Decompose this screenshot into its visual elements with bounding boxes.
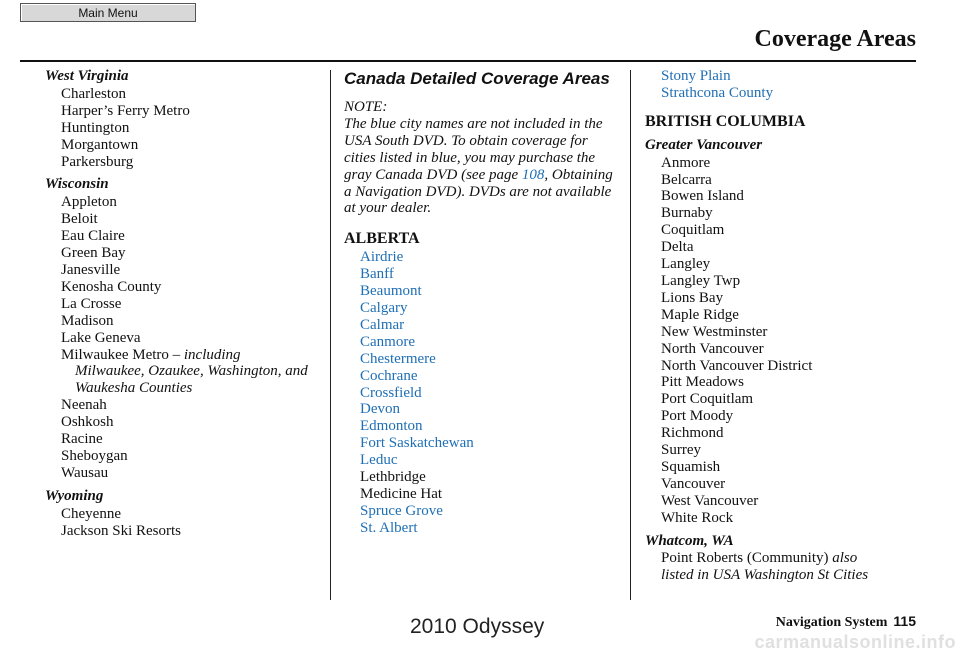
city-item: Coquitlam xyxy=(661,222,725,239)
city-item: Neenah xyxy=(61,397,107,414)
city-qualifier: including xyxy=(183,346,241,363)
city-name: Point Roberts (Community) xyxy=(661,550,833,567)
city-item: Oshkosh xyxy=(61,414,114,431)
city-item: Port Moody xyxy=(661,408,734,425)
city-item: Devon xyxy=(360,401,400,418)
city-item: Langley xyxy=(661,256,711,273)
city-note: listed in USA Washington St Cities xyxy=(661,567,869,584)
column-divider xyxy=(630,70,631,600)
city-item: Belcarra xyxy=(661,171,712,188)
footer-section: Navigation System xyxy=(775,615,888,630)
column-divider xyxy=(330,70,331,600)
city-item-point-roberts xyxy=(645,550,925,567)
city-item: Edmonton xyxy=(360,418,423,435)
city-item: White Rock xyxy=(661,509,734,526)
city-item: Lions Bay xyxy=(661,289,724,306)
city-item: Appleton xyxy=(61,194,117,211)
note-block xyxy=(344,99,619,217)
page-link[interactable]: 108 xyxy=(521,166,545,183)
site-watermark: carmanualsonline.info xyxy=(754,632,956,652)
city-item: Spruce Grove xyxy=(360,502,443,519)
city-item: Janesville xyxy=(61,261,121,278)
city-item: Burnaby xyxy=(661,205,713,222)
model-watermark: 2010 Odyssey xyxy=(410,615,545,638)
city-item: Richmond xyxy=(661,425,724,442)
city-item: Canmore xyxy=(360,333,415,350)
note-text: The blue city names are not included in the USA South DVD. To obtain coverage for cities listed in blue, you may purchase the gray Canada DVD (see page xyxy=(344,115,603,183)
city-item: Chestermere xyxy=(360,350,436,367)
region-heading: Wisconsin xyxy=(45,176,109,193)
city-item: Calgary xyxy=(360,299,408,316)
city-name: Milwaukee Metro – xyxy=(61,346,184,363)
city-item: Fort Saskatchewan xyxy=(360,435,474,452)
city-item: Surrey xyxy=(661,442,701,459)
city-qualifier: also xyxy=(832,550,858,567)
province-heading: BRITISH COLUMBIA xyxy=(645,112,806,130)
region-heading: Wyoming xyxy=(45,487,104,504)
province-heading: ALBERTA xyxy=(344,230,420,248)
city-item: Racine xyxy=(61,431,103,448)
city-item: St. Albert xyxy=(360,519,418,536)
city-item: Airdrie xyxy=(360,249,404,266)
city-item: Madison xyxy=(61,312,114,329)
city-item: Wausau xyxy=(61,464,109,481)
column-canada-bc xyxy=(645,68,925,584)
city-item: North Vancouver District xyxy=(661,357,813,374)
city-item: New Westminster xyxy=(661,323,768,340)
city-item: Jackson Ski Resorts xyxy=(61,522,181,539)
note-label: NOTE: xyxy=(344,99,388,115)
column-us-states xyxy=(45,68,315,539)
city-item: Beaumont xyxy=(360,283,422,300)
city-item: Sheboygan xyxy=(61,447,128,464)
city-item: Cheyenne xyxy=(61,505,121,522)
city-item: North Vancouver xyxy=(661,340,764,357)
city-item: Charleston xyxy=(61,85,126,102)
region-heading: West Virginia xyxy=(45,68,129,84)
city-item: Stony Plain xyxy=(661,68,731,84)
city-item: Banff xyxy=(360,266,394,283)
region-heading: Greater Vancouver xyxy=(645,136,763,153)
city-item: Anmore xyxy=(661,154,711,171)
city-item: Lake Geneva xyxy=(61,329,141,346)
city-item: Leduc xyxy=(360,452,398,469)
section-title: Canada Detailed Coverage Areas xyxy=(344,69,610,88)
city-item: Maple Ridge xyxy=(661,306,739,323)
city-item-milwaukee xyxy=(45,347,315,364)
city-item: Harper’s Ferry Metro xyxy=(61,102,190,119)
region-heading: Whatcom, WA xyxy=(645,532,734,549)
city-item: Port Coquitlam xyxy=(661,391,754,408)
city-item: Kenosha County xyxy=(61,278,162,295)
city-item: Strathcona County xyxy=(661,84,774,101)
city-item: Huntington xyxy=(61,119,130,136)
city-item: Calmar xyxy=(360,316,405,333)
footer-page-info xyxy=(776,613,916,631)
city-item: Squamish xyxy=(661,458,721,475)
city-item: West Vancouver xyxy=(661,492,759,509)
note-text: , Obtaining a Navigation DVD). DVDs are not available at your dealer. xyxy=(344,166,613,217)
city-item: Parkersburg xyxy=(61,153,134,170)
city-item: Beloit xyxy=(61,211,98,228)
main-menu-button[interactable]: Main Menu xyxy=(20,3,196,22)
city-item: Eau Claire xyxy=(61,228,125,245)
city-item: Medicine Hat xyxy=(360,485,443,502)
city-item: Langley Twp xyxy=(661,272,741,289)
header-rule xyxy=(20,60,916,62)
city-item: Crossfield xyxy=(360,384,422,401)
column-canada-alberta xyxy=(344,68,619,537)
city-item: Delta xyxy=(661,239,694,256)
city-item: Pitt Meadows xyxy=(661,374,744,391)
city-note: Milwaukee, Ozaukee, Washington, and Waukesha Counties xyxy=(75,363,308,397)
page-number: 115 xyxy=(893,613,916,629)
city-item: Cochrane xyxy=(360,367,418,384)
city-item: Morgantown xyxy=(61,136,139,153)
city-item: La Crosse xyxy=(61,295,122,312)
city-item: Bowen Island xyxy=(661,188,744,205)
city-item: Vancouver xyxy=(661,475,726,492)
city-item: Lethbridge xyxy=(360,469,426,486)
page-title: Coverage Areas xyxy=(754,26,916,52)
city-item: Green Bay xyxy=(61,245,126,262)
